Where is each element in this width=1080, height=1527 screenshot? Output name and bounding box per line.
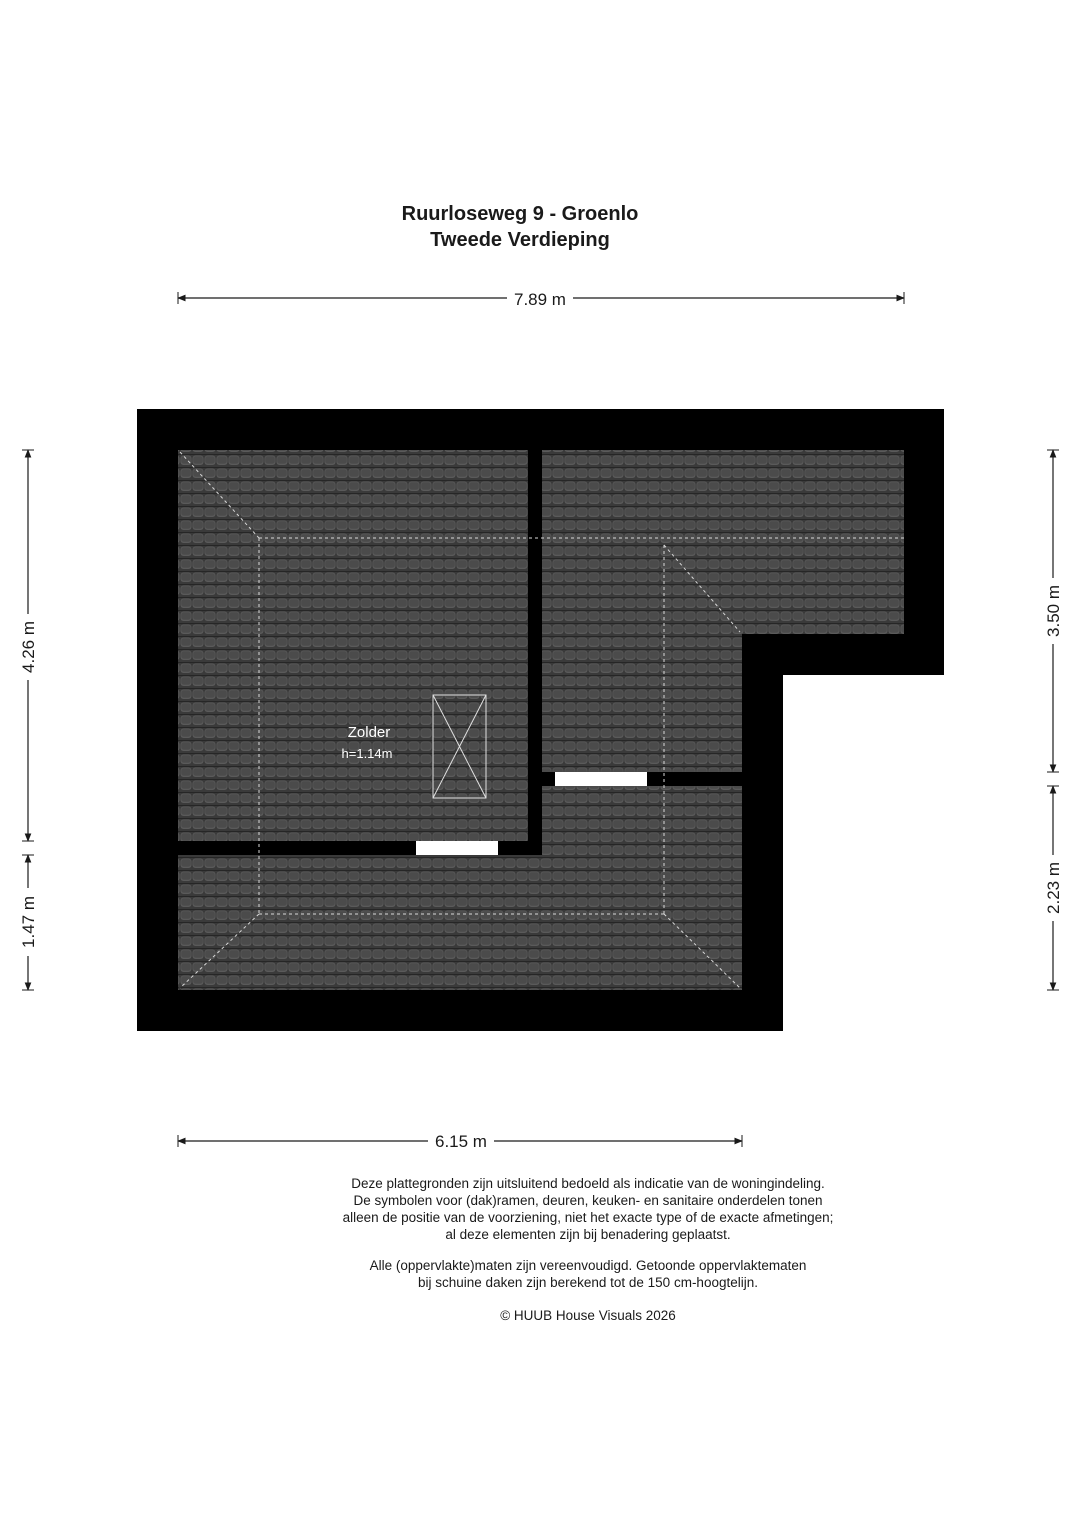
measurements-note-line: bij schuine daken zijn berekend tot de 150 cm-hoogtelijn.	[418, 1275, 758, 1290]
plan-title: Ruurloseweg 9 - Groenlo	[401, 203, 639, 225]
dimension-top	[178, 290, 904, 309]
roof-area-left	[178, 450, 528, 841]
disclaimer-line: Deze plattegronden zijn uitsluitend bedoeld als indicatie van de woningindeling.	[351, 1176, 825, 1191]
dimension-label-bottom: 6.15 m	[435, 1132, 487, 1151]
copyright: © HUUB House Visuals 2026	[500, 1308, 676, 1323]
dimension-left-upper	[19, 450, 38, 841]
roof-area-upper-right	[542, 450, 904, 772]
dimension-right-upper	[1044, 450, 1063, 772]
disclaimer-line: alleen de positie van de voorziening, niet het exacte type of de exacte afmetingen;	[342, 1210, 834, 1225]
dimension-left-lower	[19, 855, 38, 990]
measurements-note-line: Alle (oppervlakte)maten zijn vereenvoudigd. Getoonde oppervlaktematen	[369, 1258, 807, 1273]
disclaimer-line: De symbolen voor (dak)ramen, deuren, keuken- en sanitaire onderdelen tonen	[353, 1193, 823, 1208]
dimension-label-left-lower: 1.47 m	[19, 896, 38, 948]
door-zolder	[416, 841, 498, 855]
dimension-label-right-upper: 3.50 m	[1044, 585, 1063, 637]
room-name-zolder: Zolder	[347, 724, 391, 741]
door-right	[555, 772, 647, 786]
dimension-right-lower	[1044, 786, 1063, 990]
disclaimer-text	[258, 1175, 918, 1243]
disclaimer-line: al deze elementen zijn bij benadering geplaatst.	[445, 1227, 731, 1242]
measurements-note	[258, 1257, 918, 1291]
room-height-zolder: h=1.14m	[341, 746, 393, 761]
dimension-label-left-upper: 4.26 m	[19, 621, 38, 673]
plan-subtitle: Tweede Verdieping	[430, 229, 610, 251]
dimension-bottom	[178, 1132, 742, 1151]
dimension-label-top: 7.89 m	[514, 290, 566, 309]
dimension-label-right-lower: 2.23 m	[1044, 862, 1063, 914]
